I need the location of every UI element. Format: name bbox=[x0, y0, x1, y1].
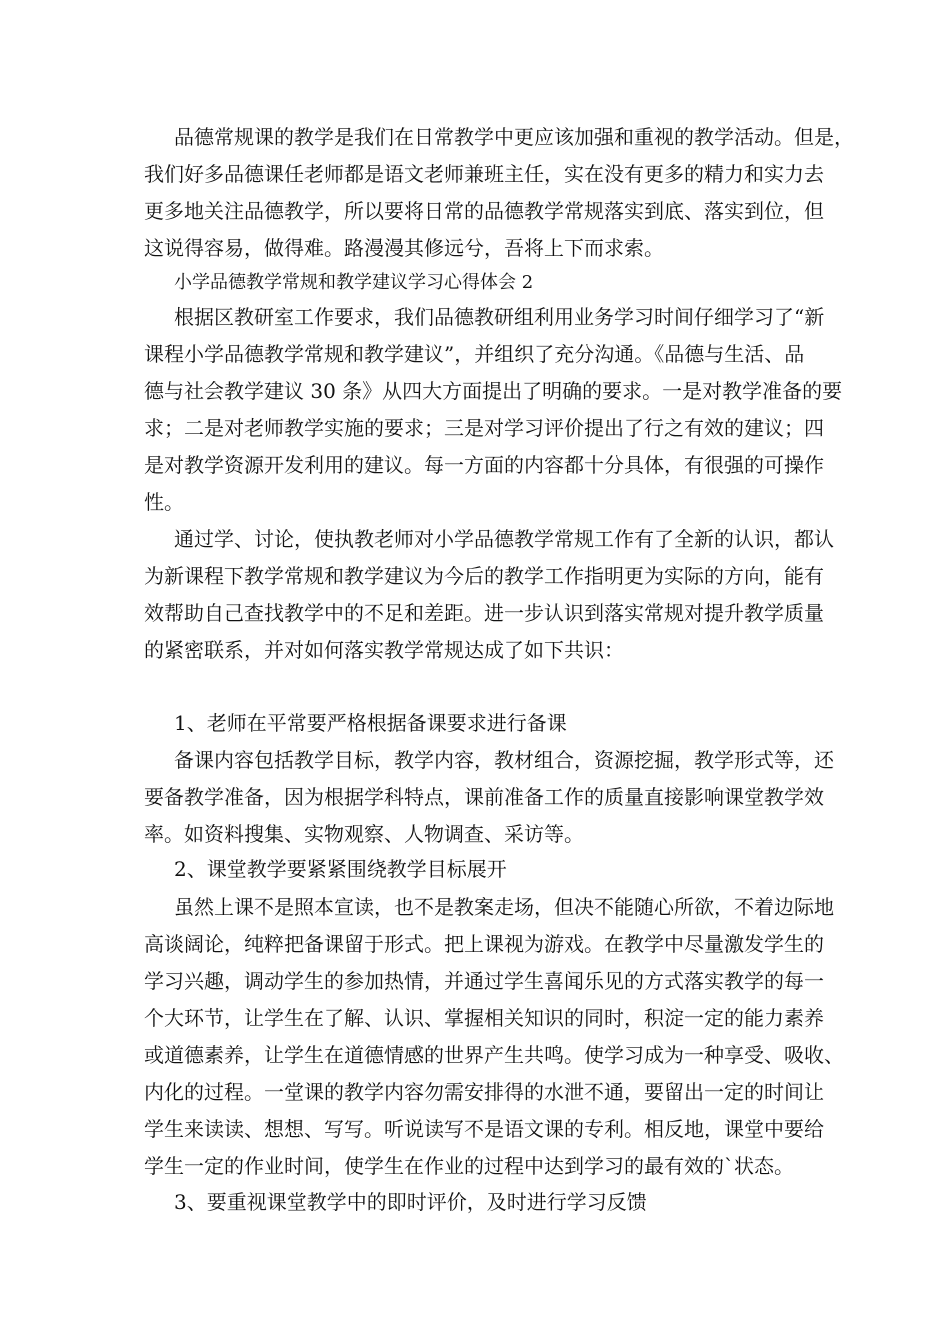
text-line: 这说得容易，做得难。路漫漫其修远兮，吾将上下而求索。 bbox=[144, 236, 664, 260]
text-line: 要备教学准备，因为根据学科特点，课前准备工作的质量直接影响课堂教学效 bbox=[144, 785, 824, 809]
text-line: 德与社会教学建议 30 条》从四大方面提出了明确的要求。一是对教学准备的要 bbox=[144, 379, 843, 403]
text-line: 学生来读读、想想、写写。听说读写不是语文课的专利。相反地，课堂中要给 bbox=[144, 1117, 824, 1141]
text-line: 性。 bbox=[144, 490, 184, 514]
list-heading: 1、老师在平常要严格根据备课要求进行备课 bbox=[174, 711, 567, 735]
text-line: 或道德素养，让学生在道德情感的世界产生共鸣。使学习成为一种享受、吸收、 bbox=[144, 1043, 844, 1067]
text-line: 通过学、讨论，使执教老师对小学品德教学常规工作有了全新的认识，都认 bbox=[174, 527, 834, 551]
text-line: 更多地关注品德教学，所以要将日常的品德教学常规落实到底、落实到位，但 bbox=[144, 199, 824, 223]
list-heading: 3、要重视课堂教学中的即时评价，及时进行学习反馈 bbox=[174, 1190, 647, 1214]
text-line: 学习兴趣，调动学生的参加热情，并通过学生喜闻乐见的方式落实教学的每一 bbox=[144, 969, 824, 993]
text-line: 的紧密联系，并对如何落实教学常规达成了如下共识： bbox=[144, 638, 624, 662]
text-line: 我们好多品德课任老师都是语文老师兼班主任，实在没有更多的精力和实力去 bbox=[144, 162, 824, 186]
text-line: 品德常规课的教学是我们在日常教学中更应该加强和重视的教学活动。但是， bbox=[174, 125, 854, 149]
text-line: 求；二是对老师教学实施的要求；三是对学习评价提出了行之有效的建议；四 bbox=[144, 416, 824, 440]
text-line: 学生一定的作业时间，使学生在作业的过程中达到学习的最有效的`状态。 bbox=[144, 1154, 794, 1178]
text-line: 内化的过程。一堂课的教学内容勿需安排得的水泄不通，要留出一定的时间让 bbox=[144, 1080, 824, 1104]
text-line: 是对教学资源开发利用的建议。每一方面的内容都十分具体，有很强的可操作 bbox=[144, 453, 824, 477]
text-line: 课程小学品德教学常规和教学建议”，并组织了充分沟通。《品德与生活、品 bbox=[144, 342, 805, 366]
text-line: 率。如资料搜集、实物观察、人物调查、采访等。 bbox=[144, 822, 584, 846]
text-line: 备课内容包括教学目标，教学内容，教材组合，资源挖掘，教学形式等，还 bbox=[174, 748, 834, 772]
text-line: 个大环节，让学生在了解、认识、掌握相关知识的同时，积淀一定的能力素养 bbox=[144, 1006, 824, 1030]
text-line: 根据区教研室工作要求，我们品德教研组利用业务学习时间仔细学习了“新 bbox=[174, 305, 825, 329]
list-heading: 2、课堂教学要紧紧围绕教学目标展开 bbox=[174, 857, 507, 881]
text-line: 为新课程下教学常规和教学建议为今后的教学工作指明更为实际的方向，能有 bbox=[144, 564, 824, 588]
section-heading: 小学品德教学常规和教学建议学习心得体会 2 bbox=[174, 272, 534, 293]
text-line: 高谈阔论，纯粹把备课留于形式。把上课视为游戏。在教学中尽量激发学生的 bbox=[144, 932, 824, 956]
text-line: 虽然上课不是照本宣读，也不是教案走场，但决不能随心所欲，不着边际地 bbox=[174, 895, 834, 919]
text-line: 效帮助自己查找教学中的不足和差距。进一步认识到落实常规对提升教学质量 bbox=[144, 601, 824, 625]
